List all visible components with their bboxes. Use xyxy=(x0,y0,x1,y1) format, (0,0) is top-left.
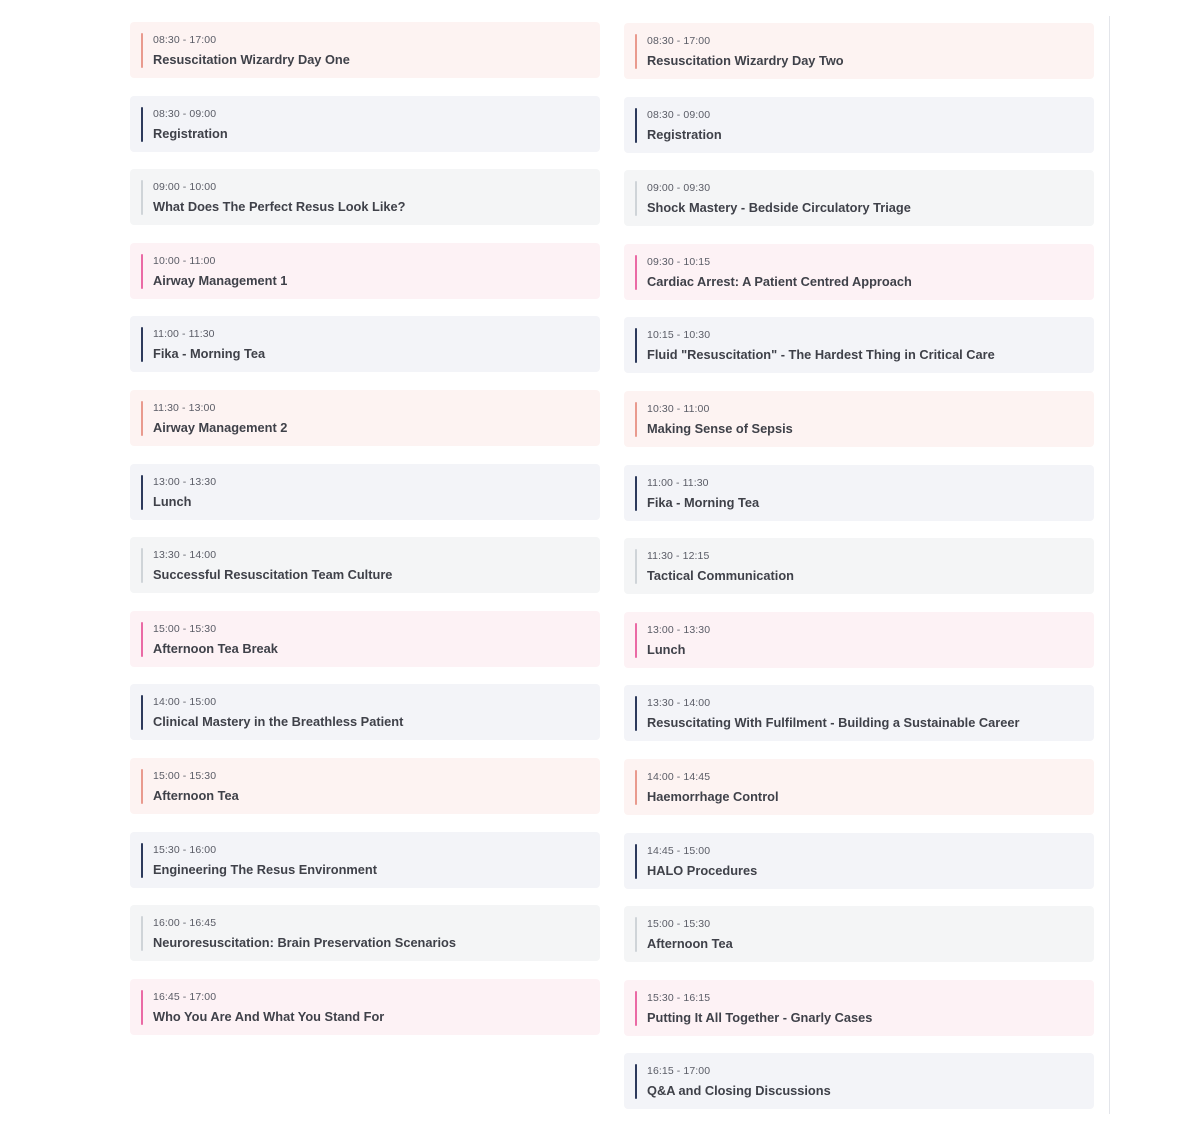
session-time: 11:30 - 12:15 xyxy=(647,550,710,563)
session-title: Afternoon Tea Break xyxy=(153,640,278,656)
session-card-day-two-2[interactable] xyxy=(624,97,1094,153)
session-card-day-one-9[interactable] xyxy=(130,611,600,667)
column-divider xyxy=(1109,16,1110,1114)
session-title: What Does The Perfect Resus Look Like? xyxy=(153,199,406,215)
session-title: Registration xyxy=(647,126,722,142)
session-color-bar xyxy=(635,402,637,437)
session-time: 15:30 - 16:15 xyxy=(647,991,711,1004)
session-card-day-one-6[interactable] xyxy=(130,390,600,446)
session-time: 10:15 - 10:30 xyxy=(647,329,711,342)
session-time: 08:30 - 09:00 xyxy=(647,108,711,121)
session-title: Fika - Morning Tea xyxy=(153,346,266,362)
session-time: 16:45 - 17:00 xyxy=(153,990,217,1003)
day-one-column xyxy=(130,22,600,1052)
session-card-day-two-11[interactable] xyxy=(624,759,1094,815)
session-card-day-two-8[interactable] xyxy=(624,538,1094,594)
session-color-bar xyxy=(635,917,637,952)
session-time: 11:00 - 11:30 xyxy=(153,328,215,341)
session-title: Airway Management 2 xyxy=(153,419,288,435)
session-time: 14:45 - 15:00 xyxy=(647,844,711,857)
session-time: 09:30 - 10:15 xyxy=(647,255,711,268)
session-time: 16:00 - 16:45 xyxy=(153,917,217,930)
session-color-bar xyxy=(635,108,637,143)
session-title: Registration xyxy=(153,125,228,141)
session-color-bar xyxy=(141,769,143,804)
session-time: 16:15 - 17:00 xyxy=(647,1065,711,1078)
session-time: 11:00 - 11:30 xyxy=(647,476,709,489)
session-card-day-two-3[interactable] xyxy=(624,170,1094,226)
session-title: Haemorrhage Control xyxy=(647,788,779,804)
session-title: Afternoon Tea xyxy=(153,787,239,803)
session-color-bar xyxy=(141,401,143,436)
session-color-bar xyxy=(635,255,637,290)
session-time: 14:00 - 14:45 xyxy=(647,770,711,783)
session-title: Tactical Communication xyxy=(647,568,794,584)
session-card-day-one-2[interactable] xyxy=(130,96,600,152)
session-title: Successful Resuscitation Team Culture xyxy=(153,567,393,583)
session-card-day-one-10[interactable] xyxy=(130,684,600,740)
session-title: Cardiac Arrest: A Patient Centred Approach xyxy=(647,273,912,289)
session-card-day-one-12[interactable] xyxy=(130,832,600,888)
session-color-bar xyxy=(141,327,143,362)
session-time: 15:30 - 16:00 xyxy=(153,843,217,856)
session-time: 10:00 - 11:00 xyxy=(153,254,216,267)
session-card-day-two-12[interactable] xyxy=(624,833,1094,889)
session-card-day-one-14[interactable] xyxy=(130,979,600,1035)
session-title: Q&A and Closing Discussions xyxy=(647,1083,831,1099)
session-title: Resuscitation Wizardry Day One xyxy=(153,52,350,67)
session-color-bar xyxy=(141,33,143,68)
session-card-day-one-5[interactable] xyxy=(130,316,600,372)
session-card-day-two-9[interactable] xyxy=(624,612,1094,668)
session-time: 13:00 - 13:30 xyxy=(153,475,217,488)
session-title: Airway Management 1 xyxy=(153,272,288,288)
session-time: 15:00 - 15:30 xyxy=(647,918,711,931)
session-color-bar xyxy=(635,328,637,363)
session-time: 11:30 - 13:00 xyxy=(153,401,216,414)
session-title: Putting It All Together - Gnarly Cases xyxy=(647,1009,873,1025)
session-title: Lunch xyxy=(153,493,192,509)
session-card-day-one-1[interactable] xyxy=(130,22,600,78)
session-card-day-one-3[interactable] xyxy=(130,169,600,225)
session-card-day-two-7[interactable] xyxy=(624,465,1094,521)
session-title: Making Sense of Sepsis xyxy=(647,420,793,436)
session-card-day-one-11[interactable] xyxy=(130,758,600,814)
session-card-day-two-14[interactable] xyxy=(624,980,1094,1036)
session-time: 08:30 - 17:00 xyxy=(647,35,711,47)
session-color-bar xyxy=(635,991,637,1026)
session-time: 09:00 - 09:30 xyxy=(647,182,711,195)
session-card-day-two-13[interactable] xyxy=(624,906,1094,962)
session-title: Engineering The Resus Environment xyxy=(153,861,377,877)
session-color-bar xyxy=(141,180,143,215)
day-two-column xyxy=(624,23,1094,1127)
session-color-bar xyxy=(141,107,143,142)
session-time: 08:30 - 09:00 xyxy=(153,107,217,120)
session-card-day-two-5[interactable] xyxy=(624,317,1094,373)
session-time: 13:00 - 13:30 xyxy=(647,623,711,636)
session-title: Clinical Mastery in the Breathless Patient xyxy=(153,714,404,730)
session-title: Resuscitating With Fulfilment - Building a Sustainable Career xyxy=(647,715,1020,731)
session-color-bar xyxy=(141,916,143,951)
session-color-bar xyxy=(635,549,637,584)
session-card-day-one-13[interactable] xyxy=(130,905,600,961)
session-time: 13:30 - 14:00 xyxy=(153,549,217,562)
session-card-day-two-1[interactable] xyxy=(624,23,1094,79)
session-time: 15:00 - 15:30 xyxy=(153,622,217,635)
session-color-bar xyxy=(635,844,637,879)
session-card-day-one-7[interactable] xyxy=(130,464,600,520)
session-color-bar xyxy=(635,476,637,511)
session-time: 14:00 - 15:00 xyxy=(153,696,217,709)
session-title: HALO Procedures xyxy=(647,862,758,878)
session-card-day-two-15[interactable] xyxy=(624,1053,1094,1109)
session-title: Resuscitation Wizardry Day Two xyxy=(647,53,844,68)
session-card-day-one-4[interactable] xyxy=(130,243,600,299)
session-color-bar xyxy=(141,695,143,730)
session-title: Fika - Morning Tea xyxy=(647,494,760,510)
session-color-bar xyxy=(141,254,143,289)
session-color-bar xyxy=(141,843,143,878)
session-color-bar xyxy=(635,1064,637,1099)
session-card-day-two-6[interactable] xyxy=(624,391,1094,447)
session-color-bar xyxy=(635,770,637,805)
session-card-day-two-4[interactable] xyxy=(624,244,1094,300)
session-title: Lunch xyxy=(647,641,686,657)
session-color-bar xyxy=(141,548,143,583)
session-color-bar xyxy=(141,990,143,1025)
session-color-bar xyxy=(635,34,637,69)
session-title: Neuroresuscitation: Brain Preservation Scenarios xyxy=(153,935,456,951)
session-color-bar xyxy=(635,623,637,658)
session-color-bar xyxy=(141,475,143,510)
session-color-bar xyxy=(635,181,637,216)
session-title: Afternoon Tea xyxy=(647,936,733,952)
session-color-bar xyxy=(635,696,637,731)
session-title: Fluid "Resuscitation" - The Hardest Thing in Critical Care xyxy=(647,347,995,363)
session-time: 08:30 - 17:00 xyxy=(153,34,217,46)
session-card-day-one-8[interactable] xyxy=(130,537,600,593)
session-time: 09:00 - 10:00 xyxy=(153,181,217,194)
session-card-day-two-10[interactable] xyxy=(624,685,1094,741)
session-time: 15:00 - 15:30 xyxy=(153,769,217,782)
session-color-bar xyxy=(141,622,143,657)
session-title: Shock Mastery - Bedside Circulatory Triage xyxy=(647,200,911,216)
session-time: 10:30 - 11:00 xyxy=(647,402,710,415)
session-time: 13:30 - 14:00 xyxy=(647,697,711,710)
session-title: Who You Are And What You Stand For xyxy=(153,1008,385,1024)
